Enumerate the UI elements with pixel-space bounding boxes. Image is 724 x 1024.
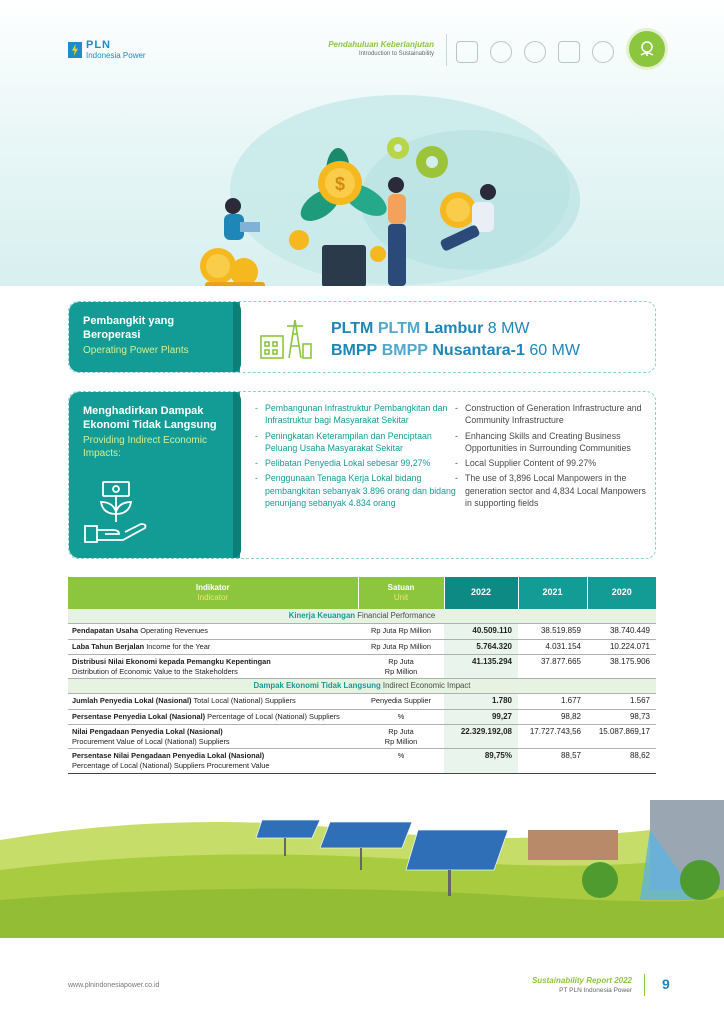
- unit-cell: [358, 639, 444, 654]
- indicator-en: Percentage of Local (National) Suppliers Procurement Value: [72, 760, 270, 770]
- power-plants-title: Pembangkit yang Beroperasi: [83, 315, 175, 342]
- value-2022: 89,75%: [444, 749, 518, 773]
- table-header-row: [68, 577, 656, 609]
- unit-en: Rp Million: [398, 626, 431, 636]
- value-2021: 38.519.859: [518, 624, 587, 639]
- plant-bulb-icon[interactable]: [626, 28, 668, 70]
- power-plants-subtitle: Operating Power Plants: [83, 344, 189, 356]
- performance-table: [68, 577, 656, 774]
- value-2022: 5.764.320: [444, 639, 518, 654]
- unit-cell: [358, 624, 444, 639]
- plant-row: [331, 318, 580, 340]
- impact-item-id: - Peningkatan Keterampilan dan Penciptaan Peluang Usaha Masyarakat Sekitar: [253, 430, 458, 455]
- indicator-id: Persentase Penyedia Lokal (Nasional): [72, 711, 206, 721]
- value-2022: 22.329.192,08: [444, 725, 518, 749]
- company-name: PT PLN Indonesia Power: [559, 987, 632, 994]
- value-2020: 10.224.071: [587, 639, 656, 654]
- value-2020: 15.087.869,17: [587, 725, 656, 749]
- unit-id: %: [397, 711, 405, 721]
- table-row: [68, 725, 656, 749]
- plant-type: PLTM: [377, 320, 421, 337]
- table-row: [68, 694, 656, 709]
- impact-item-id: - Pembangunan Infrastruktur Pembangkitan dan Infrastruktur bagi Masyarakat Sekitar: [253, 402, 458, 427]
- header-indicator-en: Indicator: [197, 593, 229, 602]
- unit-en: Rp Million: [384, 666, 418, 676]
- impact-item-en: - Construction of Generation Infrastructure and Community Infrastructure: [453, 402, 649, 427]
- indicator-en: Total Local (National) Suppliers: [193, 696, 296, 706]
- section-subtitle: Introduction to Sustainability: [358, 51, 434, 57]
- gears-icon[interactable]: [490, 41, 512, 63]
- value-2021: 98,82: [518, 709, 587, 724]
- indicator-id: Persentase Nilai Pengadaan Penyedia Lokal (Nasional): [72, 751, 265, 761]
- unit-cell: [358, 725, 444, 749]
- unit-cell: [358, 694, 444, 709]
- logo-name: PLN: [86, 39, 111, 51]
- header-year-2022: 2022: [444, 577, 518, 609]
- value-2022: 40.509.110: [444, 624, 518, 639]
- value-2022: 1.780: [444, 694, 518, 709]
- footer-divider: [644, 974, 645, 996]
- unit-en: Rp Million: [384, 736, 418, 746]
- section-title-id: Dampak Ekonomi Tidak Langsung: [253, 681, 381, 691]
- unit-en: Supplier: [403, 696, 431, 706]
- performance-table-wrapper: [68, 577, 656, 774]
- power-plants-tab: [69, 302, 240, 372]
- indicator-cell: [68, 639, 358, 654]
- section-row: [68, 609, 656, 624]
- impact-item-en: - Local Supplier Content of 99.27%: [453, 457, 649, 469]
- landscape-illustration: [0, 800, 724, 940]
- hand-plant-money-icon: [83, 480, 149, 544]
- indicator-en: Operating Revenues: [140, 626, 208, 636]
- plant-code: PLTM: [331, 320, 374, 337]
- section-title-cell: [68, 609, 656, 624]
- impact-item-id: - Pelibatan Penyedia Lokal sebesar 99,27%: [253, 457, 458, 469]
- plant-list: [331, 318, 580, 362]
- indicator-id: Nilai Pengadaan Penyedia Lokal (Nasional): [72, 727, 223, 737]
- unit-cell: [358, 709, 444, 724]
- plant-capacity: 8 MW: [487, 320, 530, 337]
- unit-id: Rp Juta: [371, 626, 397, 636]
- header-indicator-id: Indikator: [195, 583, 230, 592]
- header-unit: [358, 577, 444, 609]
- indicator-cell: [68, 749, 358, 773]
- plant-row: [331, 340, 580, 362]
- unit-id: Rp Juta: [388, 727, 414, 737]
- unit-cell: [358, 749, 444, 773]
- value-2021: 17.727.743,56: [518, 725, 587, 749]
- table-row: [68, 654, 656, 678]
- impact-list-en: [453, 402, 649, 512]
- table-row: [68, 639, 656, 654]
- plant-type: BMPP: [381, 342, 428, 359]
- landscape-background: [0, 800, 724, 940]
- plant-name: Nusantara-1: [432, 342, 525, 359]
- economic-impact-title: Menghadirkan Dampak Ekonomi Tidak Langsung: [83, 405, 217, 432]
- section-title-en: Indirect Economic Impact: [382, 681, 471, 691]
- indicator-id: Pendapatan Usaha: [72, 626, 139, 636]
- svg-text:$: $: [334, 174, 346, 194]
- value-2020: 88,62: [587, 749, 656, 773]
- section-row: [68, 679, 656, 694]
- indicator-cell: [68, 694, 358, 709]
- plant-code: BMPP: [331, 342, 378, 359]
- handshake-icon[interactable]: [524, 41, 546, 63]
- table-body: [68, 609, 656, 773]
- logo-sub: Indonesia Power: [86, 51, 146, 60]
- website-url[interactable]: www.plnindonesiapower.co.id: [68, 982, 160, 989]
- indicator-cell: [68, 725, 358, 749]
- indicator-en: Procurement Value of Local (National) Suppliers: [72, 736, 230, 746]
- section-title-id: Kinerja Keuangan: [288, 611, 356, 620]
- power-plant-icon: [259, 316, 313, 360]
- indicator-cell: [68, 624, 358, 639]
- document-icon[interactable]: [456, 41, 478, 63]
- header-divider: [446, 34, 447, 66]
- table-row: [68, 749, 656, 773]
- economic-impact-tab: [69, 392, 240, 558]
- indicator-en: Percentage of Local (National) Suppliers: [207, 711, 340, 721]
- unit-en: Rp Million: [398, 641, 431, 651]
- value-2021: 1.677: [518, 694, 587, 709]
- page-number: 9: [662, 976, 670, 992]
- value-2021: 88,57: [518, 749, 587, 773]
- value-2021: 4.031.154: [518, 639, 587, 654]
- impact-item-en: - The use of 3,896 Local Manpowers in the generation sector and 4,834 Local Manpowers in supporting fields: [453, 472, 649, 509]
- value-2022: 99,27: [444, 709, 518, 724]
- power-plants-card: [68, 301, 656, 373]
- section-heading: [328, 40, 434, 57]
- plant-bulb-glyph: [637, 39, 657, 59]
- unit-id: Rp Juta: [388, 656, 414, 666]
- report-title: Sustainability Report 2022: [531, 976, 632, 985]
- value-2020: 38.740.449: [587, 624, 656, 639]
- value-2020: 98,73: [587, 709, 656, 724]
- indicator-cell: [68, 709, 358, 724]
- impact-item-id: - Penggunaan Tenaga Kerja Lokal bidang pembangkitan sebanyak 3.896 orang dan bidang penunjang sebanyak 4.834 orang: [253, 472, 458, 509]
- indicator-id: Laba Tahun Berjalan: [72, 641, 145, 651]
- report-info: [532, 976, 632, 994]
- lightning-logo-icon: [68, 42, 82, 58]
- unit-id: Penyedia: [370, 696, 402, 706]
- unit-id: %: [397, 751, 405, 761]
- table-row: [68, 709, 656, 724]
- impact-list-id: [253, 402, 458, 512]
- indicator-en: Distribution of Economic Value to the Stakeholders: [72, 666, 238, 676]
- section-title-cell: [68, 679, 656, 694]
- indicator-id: Jumlah Penyedia Lokal (Nasional): [72, 696, 192, 706]
- value-2022: 41.135.294: [444, 654, 518, 678]
- section-title: Pendahuluan Keberlanjutan: [328, 40, 434, 49]
- indicator-cell: [68, 654, 358, 678]
- header-year-2021: 2021: [518, 577, 587, 609]
- section-title-en: Financial Performance: [357, 611, 436, 620]
- indicator-en: Income for the Year: [146, 641, 211, 651]
- table-row: [68, 624, 656, 639]
- value-2020: 1.567: [587, 694, 656, 709]
- indicator-id: Distribusi Nilai Ekonomi kepada Pemangku Kepentingan: [72, 656, 271, 666]
- people-icon[interactable]: [592, 41, 614, 63]
- header-indicator: [68, 577, 358, 609]
- plant-capacity: 60 MW: [529, 342, 580, 359]
- unit-cell: [358, 654, 444, 678]
- impact-item-en: - Enhancing Skills and Creating Business Opportunities in Surrounding Communities: [453, 430, 649, 455]
- value-2021: 37.877.665: [518, 654, 587, 678]
- economic-impact-card: [68, 391, 656, 559]
- chapter-nav: [456, 34, 668, 70]
- unit-id: Rp Juta: [371, 641, 397, 651]
- header-unit-id: Satuan: [387, 583, 415, 592]
- header-year-2020: 2020: [587, 577, 656, 609]
- economic-impact-subtitle: Providing Indirect Economic Impacts:: [83, 434, 207, 459]
- hand-coin-icon[interactable]: [558, 41, 580, 63]
- pln-logo: [68, 40, 146, 60]
- header-unit-en: Unit: [393, 593, 409, 602]
- plant-name: Lambur: [424, 320, 484, 337]
- value-2020: 38.175.906: [587, 654, 656, 678]
